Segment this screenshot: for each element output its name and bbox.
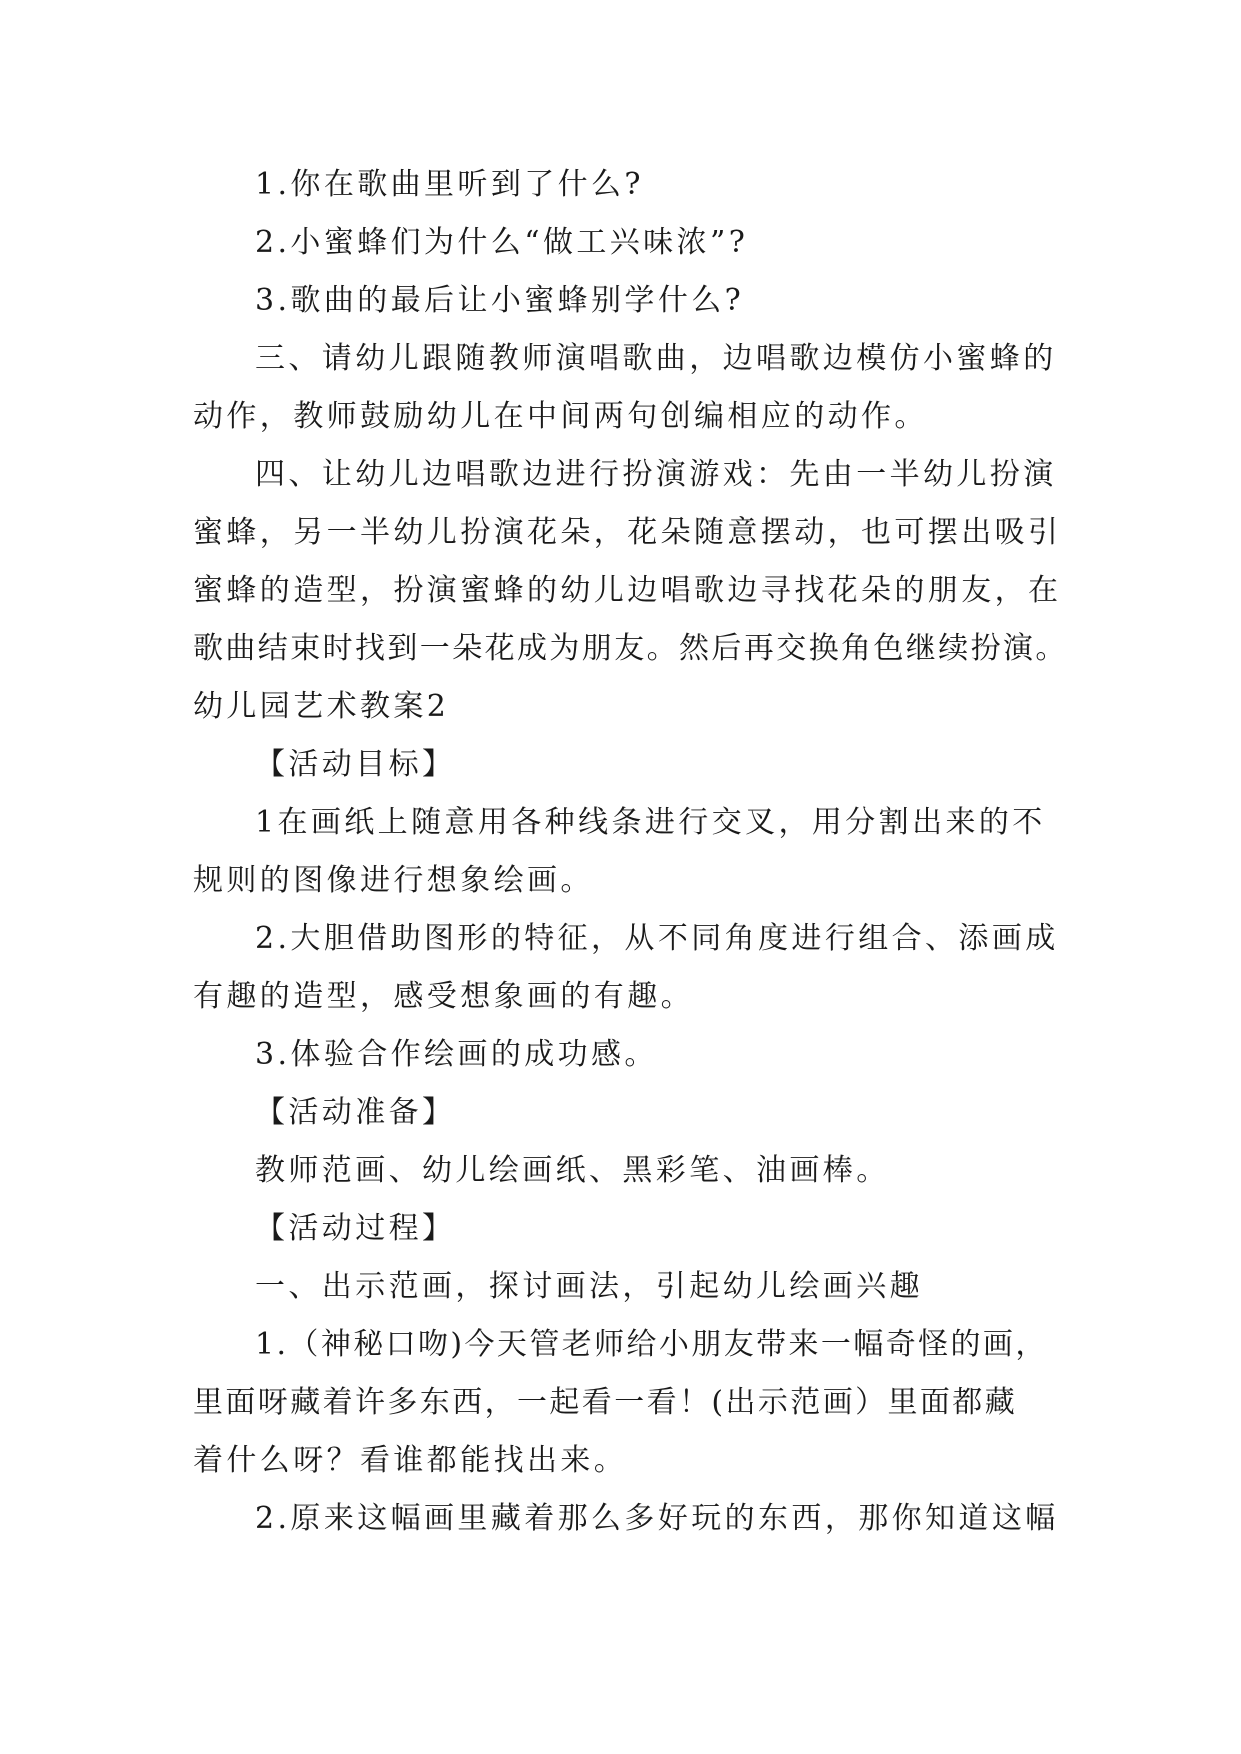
text-line: 2.大胆借助图形的特征，从不同角度进行组合、添画成 — [255, 921, 1059, 956]
text-line: 四、让幼儿边唱歌边进行扮演游戏：先由一半幼儿扮演 — [255, 457, 1057, 492]
section-heading: 【活动过程】 — [255, 1211, 456, 1246]
text-line: 歌曲结束时找到一朵花成为朋友。然后再交换角色继续扮演。 — [193, 631, 1068, 666]
text-line: 蜜蜂的造型，扮演蜜蜂的幼儿边唱歌边寻找花朵的朋友，在 — [193, 573, 1062, 608]
text-line: 教师范画、幼儿绘画纸、黑彩笔、油画棒。 — [255, 1153, 890, 1188]
text-line: 3.体验合作绘画的成功感。 — [255, 1037, 658, 1072]
section-heading: 【活动目标】 — [255, 747, 456, 782]
text-line: 2.原来这幅画里藏着那么多好玩的东西，那你知道这幅 — [255, 1501, 1059, 1536]
text-line: 1.你在歌曲里听到了什么? — [255, 167, 644, 202]
text-line: 2.小蜜蜂们为什么“做工兴味浓”? — [255, 225, 749, 260]
text-line: 3.歌曲的最后让小蜜蜂别学什么? — [255, 283, 745, 318]
text-line: 规则的图像进行想象绘画。 — [193, 863, 594, 898]
section-heading: 【活动准备】 — [255, 1095, 456, 1130]
text-line: 着什么呀？看谁都能找出来。 — [193, 1443, 628, 1478]
text-line: 里面呀藏着许多东西，一起看一看！(出示范画）里面都藏 — [193, 1385, 1018, 1420]
text-line: 有趣的造型，感受想象画的有趣。 — [193, 979, 694, 1014]
text-line: 动作，教师鼓励幼儿在中间两句创编相应的动作。 — [193, 399, 928, 434]
text-line: 1在画纸上随意用各种线条进行交叉，用分割出来的不 — [255, 805, 1046, 840]
text-line: 三、请幼儿跟随教师演唱歌曲，边唱歌边模仿小蜜蜂的 — [255, 341, 1057, 376]
text-line: 一、出示范画，探讨画法，引起幼儿绘画兴趣 — [255, 1269, 923, 1304]
text-line: 蜜蜂，另一半幼儿扮演花朵，花朵随意摆动，也可摆出吸引 — [193, 515, 1062, 550]
text-line: 1.（神秘口吻)今天管老师给小朋友带来一幅奇怪的画， — [255, 1327, 1048, 1362]
section-title: 幼儿园艺术教案2 — [193, 689, 450, 724]
